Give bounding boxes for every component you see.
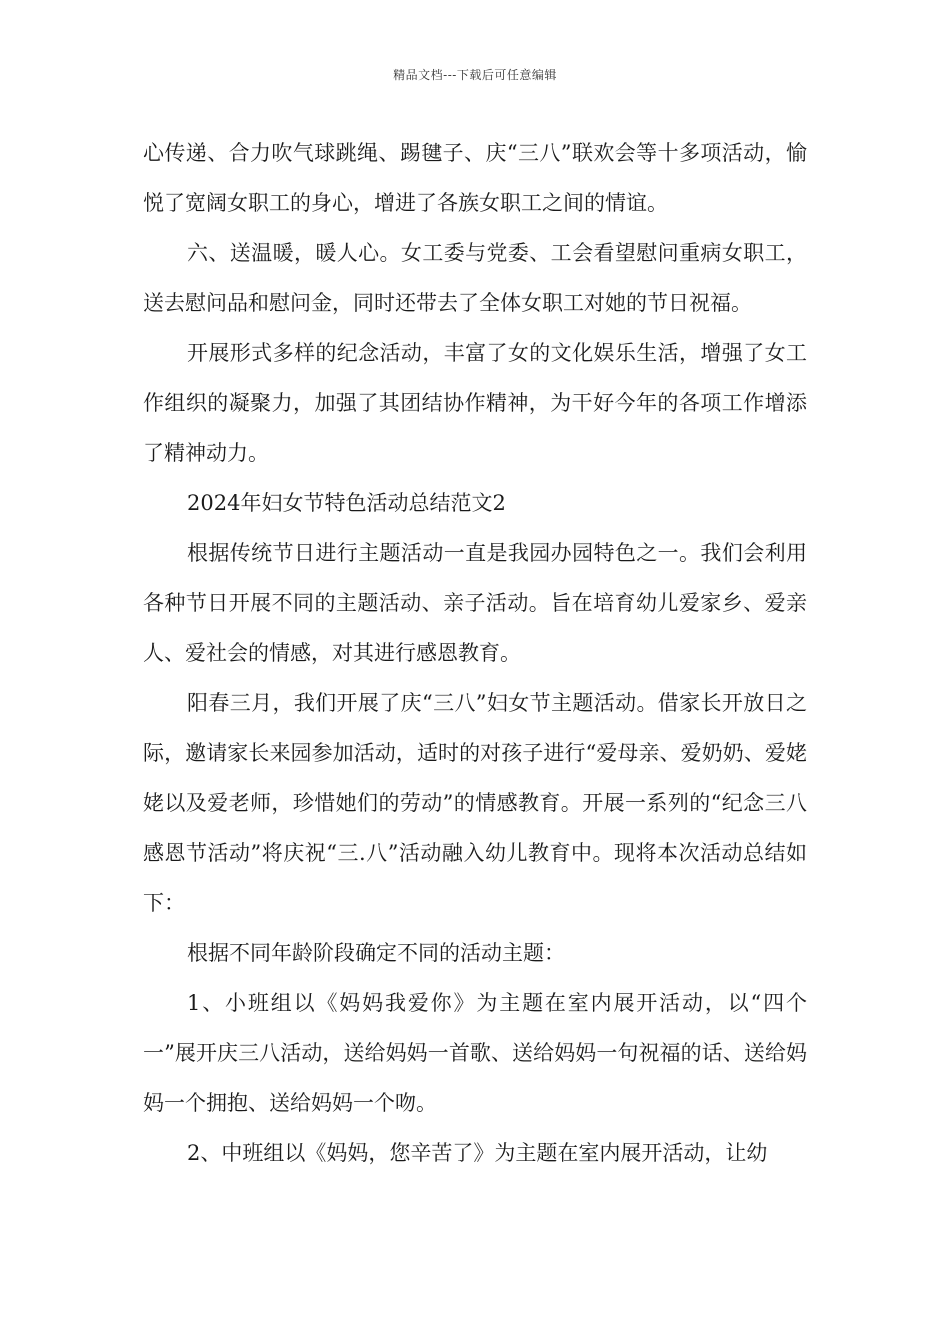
list-item: 1、小班组以《妈妈我爱你》为主题在室内展开活动，以“四个一”展开庆三八活动，送给妈妈一首歌、送给妈妈一句祝福的话、送给妈妈一个拥抱、送给妈妈一个吻。	[143, 991, 807, 1115]
document-body	[143, 128, 807, 1178]
paragraph: 心传递、合力吹气球跳绳、踢毽子、庆“三八”联欢会等十多项活动，愉悦了宽阔女职工的身心，增进了各族女职工之间的情谊。	[143, 141, 807, 215]
paragraph: 根据不同年龄阶段确定不同的活动主题：	[187, 941, 565, 965]
paragraph: 阳春三月，我们开展了庆“三八”妇女节主题活动。借家长开放日之际，邀请家长来园参加活动，适时的对孩子进行“爱母亲、爱奶奶、爱姥姥以及爱老师，珍惜她们的劳动”的情感教育。开展一系列的“纪念三八感恩节活动”将庆祝“三.八”活动融入幼儿教育中。现将本次活动总结如下：	[143, 691, 807, 915]
paragraph: 六、送温暖，暖人心。女工委与党委、工会看望慰问重病女职工，送去慰问品和慰问金，同时还带去了全体女职工对她的节日祝福。	[143, 241, 807, 315]
page-header: 精品文档---下载后可任意编辑	[393, 68, 557, 82]
paragraph: 开展形式多样的纪念活动，丰富了女的文化娱乐生活，增强了女工作组织的凝聚力，加强了其团结协作精神，为干好今年的各项工作增添了精神动力。	[143, 341, 807, 465]
paragraph: 根据传统节日进行主题活动一直是我园办园特色之一。我们会利用各种节日开展不同的主题活动、亲子活动。旨在培育幼儿爱家乡、爱亲人、爱社会的情感，对其进行感恩教育。	[143, 541, 807, 665]
list-item: 2、中班组以《妈妈，您辛苦了》为主题在室内展开活动，让幼	[187, 1141, 768, 1165]
section-heading: 2024年妇女节特色活动总结范文2	[187, 491, 506, 515]
